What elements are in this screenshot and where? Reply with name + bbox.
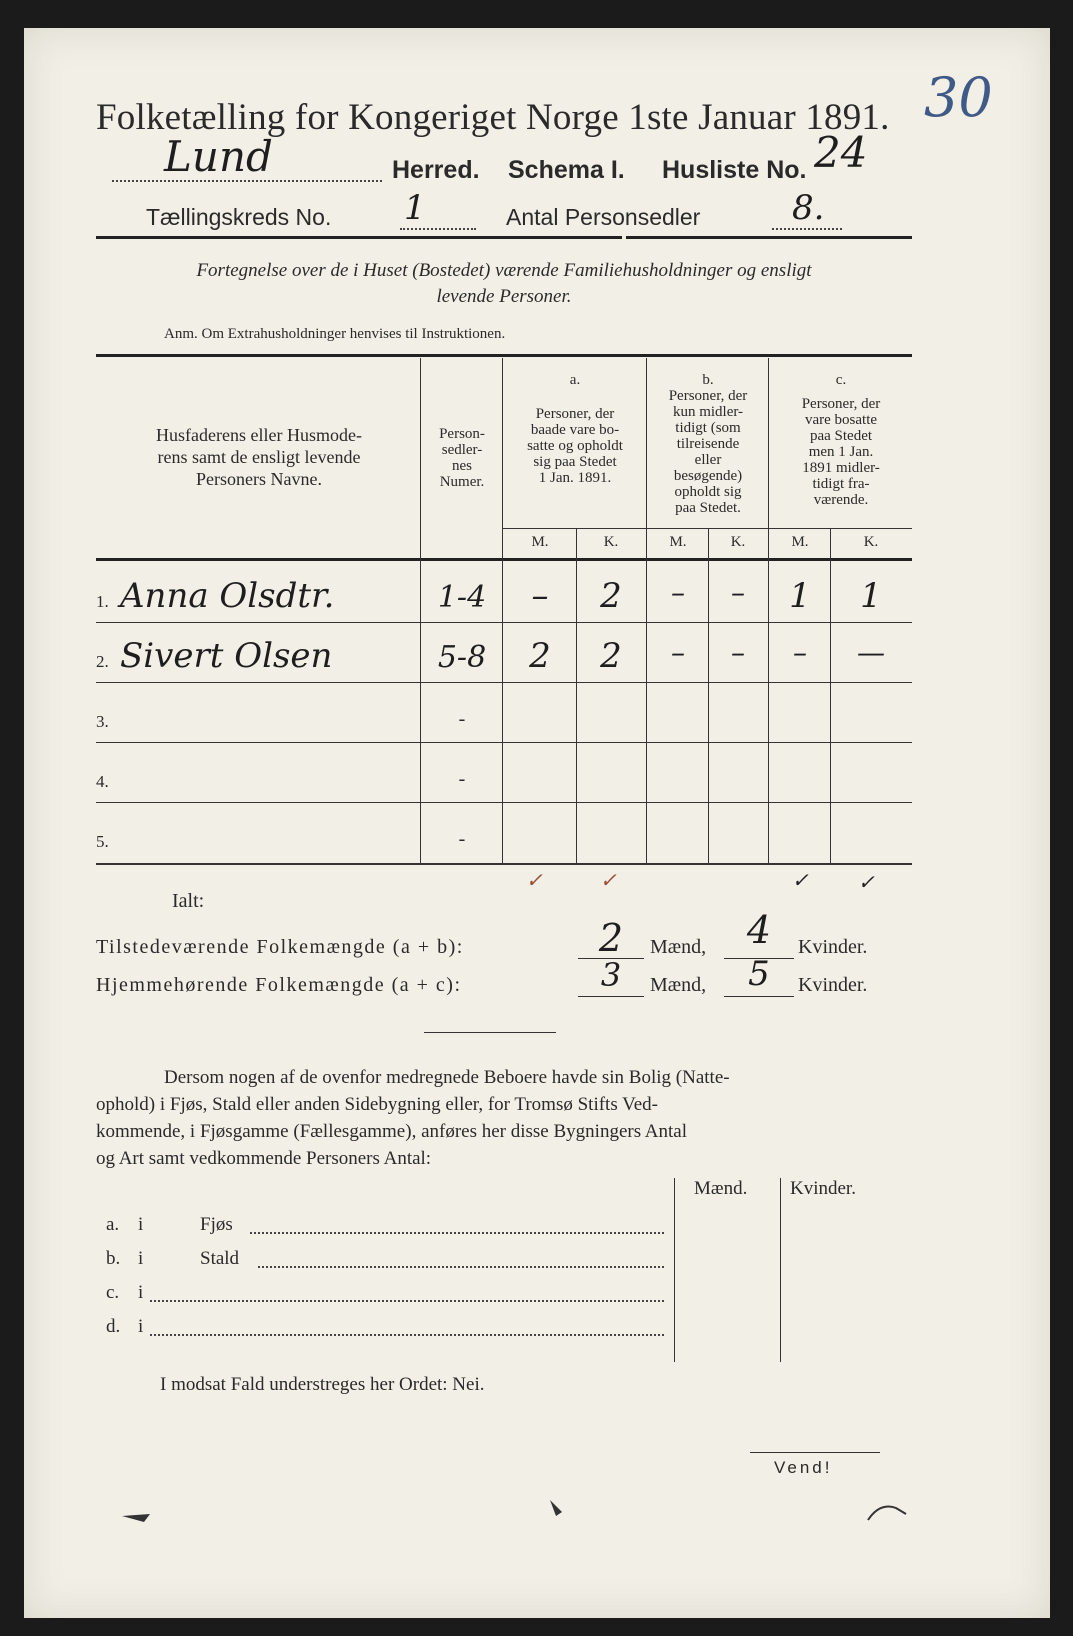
table-row-2-a-k: 2 — [600, 636, 622, 676]
vend-label: Vend! — [774, 1458, 833, 1477]
margin-mark-left-icon — [120, 1506, 160, 1526]
intro-text-2: levende Personer. — [436, 286, 572, 307]
table-row-2-numbers: 5-8 — [437, 640, 487, 675]
col-divider-1 — [420, 358, 421, 864]
check-mark-c-k: ✓ — [858, 870, 875, 894]
col-divider-3 — [646, 358, 647, 864]
table-row-1-num: 1. — [96, 592, 109, 611]
table-row-1-a-m: – — [531, 576, 549, 616]
table-row-1-numbers: 1-4 — [437, 580, 487, 615]
table-row-3-numbers: - — [458, 708, 466, 730]
building-row-a-i: i — [138, 1214, 144, 1235]
table-row-5-numbers: - — [458, 828, 466, 850]
table-row-1-b-m: – — [671, 576, 685, 609]
antal-dotted-line — [772, 228, 842, 230]
table-row-2-a-m: 2 — [529, 636, 551, 676]
buildings-maend-header: Mænd. — [694, 1178, 748, 1199]
kreds-value: 1 — [404, 188, 426, 228]
table-row-1-b-k: – — [731, 576, 745, 609]
page-number: 30 — [924, 66, 993, 129]
table-row-2-num: 2. — [96, 652, 109, 671]
schema-label: Schema I. — [508, 156, 625, 184]
table-row-1-name: Anna Olsdtr. — [120, 576, 335, 616]
building-row-d-dots — [150, 1334, 664, 1336]
table-header-rule — [96, 558, 912, 561]
husliste-label: Husliste No. — [662, 156, 807, 184]
building-row-b-i: i — [138, 1248, 144, 1269]
hjemme-maend-value: 3 — [600, 956, 622, 994]
building-row-b-label: Stald — [200, 1248, 240, 1269]
buildings-paragraph: Dersom nogen af de ovenfor medregnede Beboere havde sin Bolig (Natte- ophold) i Fjøs, Stald eller anden Sidebygning eller, for Tromsø Stifts Ved- kommende, i Fjøsgamme (Fællesgamme), anføres her disse Bygningers Antal og Art samt vedkommende Personers Antal: — [96, 1067, 730, 1169]
building-row-a-letter: a. — [106, 1214, 120, 1235]
kreds-label: Tællingskreds No. — [146, 204, 332, 230]
c-m-label: M. — [791, 534, 809, 550]
table-row-4-numbers: - — [458, 768, 466, 790]
a-m-label: M. — [531, 534, 549, 550]
buildings-kvinder-header: Kvinder. — [790, 1178, 856, 1199]
check-mark-c-m: ✓ — [792, 868, 809, 892]
col-divider-2 — [502, 358, 503, 864]
row-rule-2 — [96, 682, 912, 683]
mk-header-rule — [502, 528, 912, 529]
table-row-1-a-k: 2 — [600, 576, 622, 616]
buildings-divider-1 — [674, 1178, 675, 1362]
col-divider-4 — [768, 358, 769, 864]
building-row-b-letter: b. — [106, 1248, 121, 1269]
tilstede-maend-value: 2 — [598, 916, 624, 960]
check-mark-a-k: ✓ — [600, 868, 617, 892]
col-a-header: a. Personer, der baade vare bo- satte og opholdt sig paa Stedet 1 Jan. 1891. — [527, 372, 623, 486]
tilstede-kvinder-label: Kvinder. — [798, 936, 868, 958]
building-row-c-letter: c. — [106, 1282, 120, 1303]
building-row-d-i: i — [138, 1316, 144, 1337]
table-row-2-name: Sivert Olsen — [120, 636, 333, 676]
table-row-2-c-m: – — [793, 636, 807, 669]
census-form-sheet — [24, 28, 1050, 1618]
section-divider — [424, 1032, 556, 1033]
building-row-a-label: Fjøs — [200, 1214, 233, 1235]
anm-note: Anm. Om Extrahusholdninger henvises til Instruktionen. — [164, 326, 506, 342]
b-m-label: M. — [669, 534, 687, 550]
hjemme-maend-label: Mænd, — [650, 974, 707, 996]
b-k-label: K. — [730, 534, 746, 550]
building-row-d-letter: d. — [106, 1316, 121, 1337]
col-names-header: Husfaderens eller Husmode- rens samt de ensligt levende Personers Navne. — [156, 425, 362, 489]
col-c-header: c. Personer, der vare bosatte paa Stedet men 1 Jan. 1891 midler- tidigt fra- værende. — [801, 372, 881, 508]
hjemme-label: Hjemmehørende Folkemængde (a + c): — [96, 974, 462, 996]
buildings-divider-2 — [780, 1178, 781, 1362]
tilstede-label: Tilstedeværende Folkemængde (a + b): — [96, 936, 464, 958]
margin-mark-center-icon — [544, 1498, 568, 1524]
c-k-label: K. — [863, 534, 879, 550]
vend-rule — [750, 1452, 880, 1453]
building-row-a-dots — [250, 1232, 664, 1234]
table-row-2-b-k: – — [731, 636, 745, 669]
table-row-3-num: 3. — [96, 712, 109, 731]
header-rule-right — [626, 236, 912, 239]
antal-value: 8. — [792, 188, 825, 228]
tilstede-maend-label: Mænd, — [650, 936, 707, 958]
col-b-header: b. Personer, der kun midler- tidigt (som tilreisende eller besøgende) opholdt sig paa Stedet. — [668, 372, 748, 516]
col-numbers-header: Person- sedler- nes Numer. — [439, 426, 485, 490]
hjemme-maend-line — [578, 996, 644, 997]
intro-text-1: Fortegnelse over de i Huset (Bostedet) værende Familiehusholdninger og ensligt — [196, 260, 812, 281]
header-rule-left — [96, 236, 622, 239]
modsat-note: I modsat Fald understreges her Ordet: Nei. — [160, 1374, 485, 1395]
a-k-label: K. — [603, 534, 619, 550]
ialt-label: Ialt: — [172, 890, 205, 912]
herred-label: Herred. — [392, 156, 480, 184]
row-rule-1 — [96, 622, 912, 623]
kreds-dotted-line — [400, 228, 476, 230]
table-row-2-b-m: – — [671, 636, 685, 669]
building-row-c-dots — [150, 1300, 664, 1302]
row-rule-3 — [96, 742, 912, 743]
antal-label: Antal Personsedler — [506, 204, 701, 230]
hjemme-kvinder-value: 5 — [748, 954, 770, 994]
husliste-value: 24 — [814, 128, 868, 177]
hjemme-kvinder-label: Kvinder. — [798, 974, 868, 996]
table-row-5-num: 5. — [96, 832, 109, 851]
table-top-rule — [96, 354, 912, 357]
check-mark-a-m: ✓ — [526, 868, 543, 892]
table-row-2-c-k: — — [857, 636, 885, 669]
table-bottom-rule — [96, 863, 912, 865]
tilstede-kvinder-value: 4 — [746, 908, 772, 952]
margin-mark-right-icon — [866, 1498, 910, 1524]
table-row-1-c-m: 1 — [789, 576, 811, 616]
herred-value: Lund — [164, 132, 273, 181]
table-row-1-c-k: 1 — [860, 576, 882, 616]
building-row-c-i: i — [138, 1282, 144, 1303]
form-title: Folketælling for Kongeriget Norge 1ste Januar 1891. — [96, 97, 890, 138]
hjemme-kvinder-line — [724, 996, 794, 997]
row-rule-4 — [96, 802, 912, 803]
table-row-4-num: 4. — [96, 772, 109, 791]
building-row-b-dots — [258, 1266, 664, 1268]
